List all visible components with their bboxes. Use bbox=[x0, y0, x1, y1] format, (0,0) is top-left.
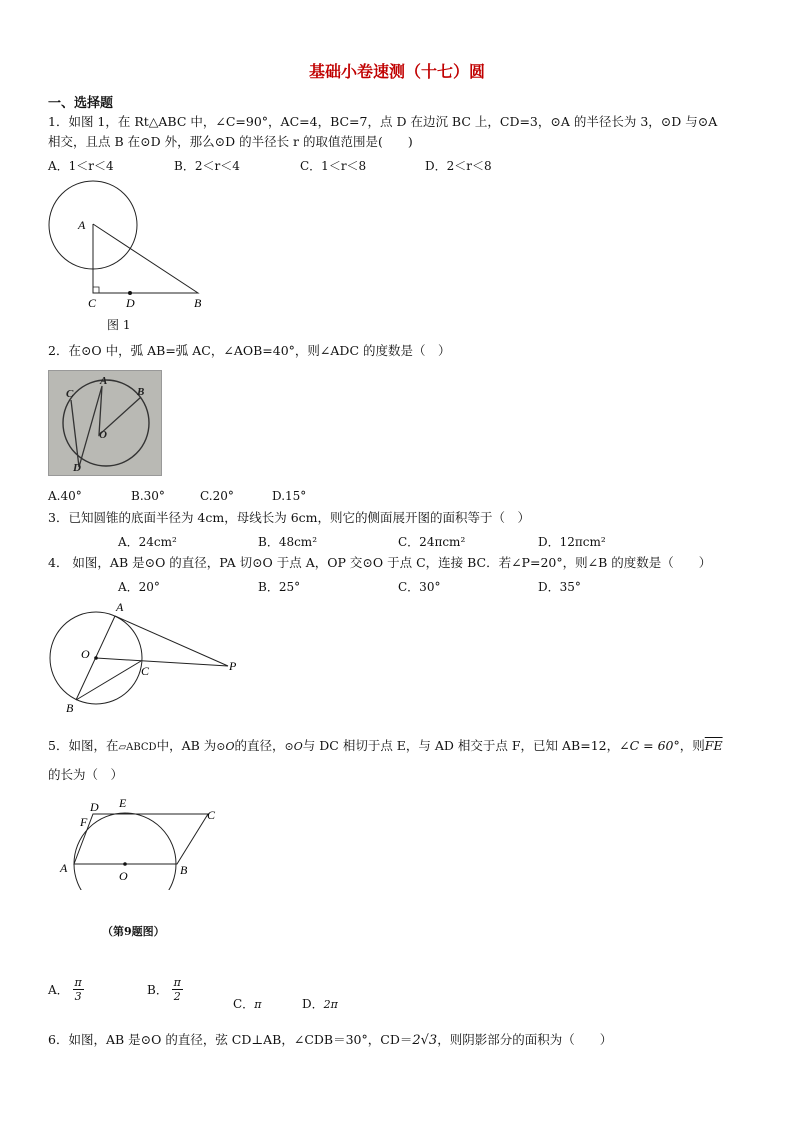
page-title: 基础小卷速测（十七）圆 bbox=[308, 62, 485, 81]
q5-angle-c: ∠C = 60° bbox=[619, 738, 680, 753]
q5-option-b-denominator: 2 bbox=[173, 990, 181, 1003]
q5-figure bbox=[50, 795, 230, 890]
q1-point-d bbox=[128, 291, 132, 295]
q1-text-line1: 1．如图 1，在 Rt△ABC 中，∠C=90°，AC=4，BC=7，点 D 在边沉 BC 上，CD=3，⊙A 的半径长为 3，⊙D 与⊙A bbox=[48, 114, 718, 129]
q4-option-a: A．20° bbox=[118, 580, 160, 594]
q1-label-d: D bbox=[126, 296, 135, 310]
q2-chords bbox=[71, 386, 141, 467]
q5-option-c bbox=[233, 995, 261, 1012]
q2-option-a: A.40° bbox=[48, 489, 82, 503]
q2-option-b: B.30° bbox=[131, 489, 165, 503]
q1-option-b: B．2＜r＜4 bbox=[174, 159, 240, 173]
q6-text-part1: 6．如图，AB 是⊙O 的直径，弦 CD⊥AB，∠CDB＝30°，CD＝ bbox=[48, 1032, 413, 1047]
q5-option-a-fraction bbox=[73, 976, 84, 1003]
q4-label-p: P bbox=[229, 659, 237, 673]
q5-option-b-fraction bbox=[172, 976, 183, 1003]
q2-label-o: O bbox=[99, 429, 107, 441]
q5-option-a-letter: A． bbox=[48, 983, 69, 997]
q4-line-bc bbox=[76, 661, 141, 700]
q6-text bbox=[48, 1031, 612, 1050]
q1-label-b: B bbox=[194, 296, 202, 310]
q5-text-part3: 的直径， bbox=[234, 738, 285, 753]
q5-option-a bbox=[48, 976, 84, 1003]
q2-label-b: B bbox=[137, 386, 145, 398]
q5-parallelogram: ▱ABCD bbox=[118, 742, 157, 753]
q5-circle-o-1: ⊙O bbox=[216, 740, 235, 753]
q4-center-o bbox=[94, 656, 98, 660]
q5-option-b bbox=[147, 976, 183, 1003]
q4-label-b: B bbox=[66, 701, 74, 715]
q2-label-d: D bbox=[73, 462, 81, 474]
q5-option-d-value: 2π bbox=[323, 998, 338, 1011]
q5-text-line2: 的长为（ ） bbox=[48, 767, 124, 782]
q4-label-o: O bbox=[81, 647, 90, 661]
q1-option-c: C．1＜r＜8 bbox=[300, 159, 367, 173]
q5-text-line1 bbox=[48, 737, 723, 757]
q2-figure bbox=[49, 371, 161, 475]
q5-parallelogram-shape bbox=[74, 814, 208, 864]
q4-figure bbox=[40, 598, 250, 718]
q5-option-c-letter: C． bbox=[233, 997, 255, 1011]
q5-arc-fe: $\overline{FE}$ bbox=[704, 738, 723, 753]
section-heading: 一、选择题 bbox=[48, 96, 114, 111]
q3-option-c: C．24πcm² bbox=[398, 535, 466, 549]
q2-option-c: C.20° bbox=[200, 489, 234, 503]
q1-label-a: A bbox=[78, 218, 86, 232]
q5-circle-o-2: ⊙O bbox=[284, 740, 303, 753]
q5-label-e: E bbox=[119, 796, 127, 810]
q5-text-part5: ，则 bbox=[679, 738, 705, 753]
q1-right-angle bbox=[93, 287, 99, 293]
q4-option-b: B．25° bbox=[258, 580, 301, 594]
q2-option-d: D.15° bbox=[272, 489, 307, 503]
q5-label-c: C bbox=[207, 808, 216, 822]
q4-option-d: D．35° bbox=[538, 580, 581, 594]
q5-label-b: B bbox=[180, 863, 188, 877]
q6-value: 2√3 bbox=[412, 1033, 438, 1048]
q1-text-line2: 相交，且点 B 在⊙D 外，那么⊙D 的半径长 r 的取值范围是( ) bbox=[48, 134, 413, 149]
q1-label-c: C bbox=[88, 296, 97, 310]
q3-option-a: A．24cm² bbox=[118, 535, 177, 549]
q4-label-a: A bbox=[116, 600, 124, 614]
q5-option-b-numerator: π bbox=[173, 976, 181, 989]
q5-text-part4: 与 DC 相切于点 E，与 AD 相交于点 F，已知 AB=12， bbox=[302, 738, 620, 753]
q6-text-part2: ，则阴影部分的面积为（ ） bbox=[437, 1032, 613, 1047]
q5-label-a: A bbox=[60, 861, 68, 875]
q5-caption: （第9题图） bbox=[102, 925, 165, 938]
q2-figure-photo bbox=[48, 370, 162, 476]
q3-text: 3．已知圆锥的底面半径为 4cm，母线长为 6cm，则它的侧面展开图的面积等于（ ） bbox=[48, 510, 531, 525]
q5-label-f: F bbox=[80, 815, 88, 829]
q5-label-o: O bbox=[119, 869, 128, 883]
q5-option-a-numerator: π bbox=[74, 976, 82, 989]
q1-option-d: D．2＜r＜8 bbox=[425, 159, 492, 173]
q4-line-op bbox=[96, 658, 228, 666]
q1-option-a: A．1＜r＜4 bbox=[48, 159, 114, 173]
q5-option-b-letter: B． bbox=[147, 983, 168, 997]
q1-caption: 图 1 bbox=[107, 318, 131, 332]
q3-option-b: B．48cm² bbox=[258, 535, 317, 549]
q5-label-d: D bbox=[90, 800, 99, 814]
q2-text: 2．在⊙O 中，弧 AB=弧 AC，∠AOB=40°，则∠ADC 的度数是（ ） bbox=[48, 343, 451, 358]
q5-center-o bbox=[123, 862, 127, 866]
q5-option-a-denominator: 3 bbox=[74, 990, 82, 1003]
q5-text-part2: 中，AB 为 bbox=[156, 738, 217, 753]
q1-triangle bbox=[93, 224, 198, 293]
q5-option-d bbox=[302, 995, 338, 1012]
q2-label-c: C bbox=[66, 388, 74, 400]
q4-option-c: C．30° bbox=[398, 580, 441, 594]
q4-label-c: C bbox=[141, 664, 150, 678]
q2-label-a: A bbox=[100, 375, 108, 387]
q1-figure bbox=[40, 180, 220, 315]
q4-tangent-pa bbox=[115, 616, 228, 666]
q3-option-d: D．12πcm² bbox=[538, 535, 606, 549]
q4-text: 4． 如图，AB 是⊙O 的直径，PA 切⊙O 于点 A，OP 交⊙O 于点 C，连接 BC．若∠P=20°，则∠B 的度数是（ ） bbox=[48, 555, 712, 570]
q5-text-part1: 5．如图，在 bbox=[48, 738, 119, 753]
q5-option-d-letter: D． bbox=[302, 997, 324, 1011]
q5-option-c-value: π bbox=[254, 998, 262, 1011]
